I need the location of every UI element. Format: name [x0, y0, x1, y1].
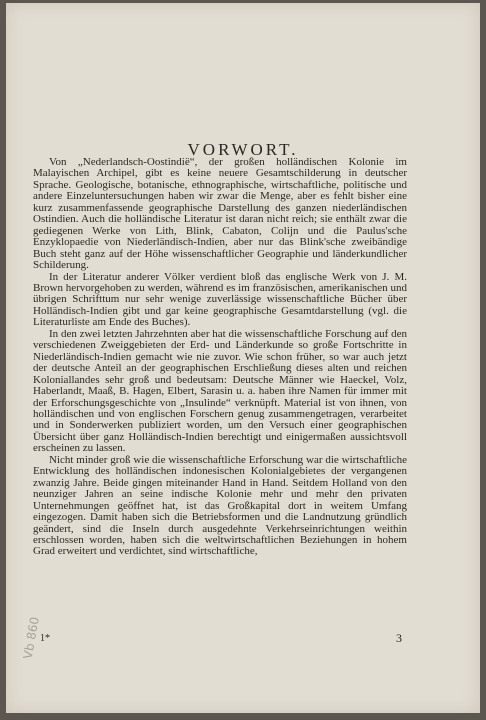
- paragraph-1: Von „Nederlandsch-Oostindië“, der großen holländischen Kolonie im Malayischen Archipel, gibt es keine neuere Gesamtschilderung in deutscher Sprache. Geologische, botanische, ethnographische, wirtschaftliche, politische und andere Einzeluntersuchungen haben wir zwar die Menge, aber es fehlt bisher eine kurz zusammenfassende geographische Darstellung des ganzen niederländischen Ostindien. Auch die holländische Literatur ist daran nicht reich; sie enthält zwar die gediegenen Werke von Lith, Blink, Cabaton, Colijn und die Paulus'sche Enzyklopaedie von Niederländisch-Indien, aber nur das Blink'sche zweibändige Buch steht ganz auf der Höhe wissenschaftlicher Geographie und länderkundlicher Schilderung.: [33, 156, 407, 272]
- pencil-annotation: Vb 860: [20, 615, 42, 661]
- paragraph-4: Nicht minder groß wie die wissenschaftliche Erforschung war die wirtschaftliche Entwicklung des holländischen indonesischen Kolonialgebietes der vergangenen zwanzig Jahre. Beide gingen miteinander Hand in Hand. Seitdem Holland von den neunziger Jahren an seine indische Kolonie mehr und mehr den privaten Unternehmungen geöffnet hat, ist das Großkapital dort in weitem Umfang eingezogen. Damit haben sich die Betriebsformen und die Landnutzung gründlich geändert, sind die Inseln durch ausgedehnte Verkehrseinrichtungen weithin erschlossen worden, haben sich die weltwirtschaftlichen Beziehungen in hohem Grad erweitert und verdichtet, sind wirtschaftliche,: [33, 453, 407, 558]
- book-page: [6, 3, 480, 713]
- preface-body: [33, 157, 407, 558]
- page-number: 3: [396, 631, 402, 645]
- signature-mark: 1*: [40, 633, 50, 644]
- paragraph-2: In der Literatur anderer Völker verdient bloß das englische Werk von J. M. Brown hervorgehoben zu werden, während es im französischen, amerikanischen und übrigen Schrifttum nur sehr wenige zuverlässige wissenschaftliche Bücher über Holländisch-Indien gibt und gar keine geographische Gesamtdarstellung (vgl. die Literaturliste am Ende des Buches).: [33, 270, 407, 329]
- page-title: VORWORT.: [187, 140, 299, 159]
- paragraph-3: In den zwei letzten Jahrzehnten aber hat die wissenschaftliche Forschung auf den verschiedenen Zweiggebieten der Erd- und Länderkunde so große Fortschritte in Niederländisch-Indien gemacht wie nie zuvor. Wie schon früher, so war auch jetzt der deutsche Anteil an der geographischen Erschließung dieses alten und reichen Koloniallandes sehr groß und bedeutsam: Deutsche Männer wie Haeckel, Volz, Haberlandt, Maaß, B. Hagen, Elbert, Sarasin u. a. haben ihre Namen für immer mit der Erforschungsgeschichte von „Insulinde“ verknüpft. Material ist von ihnen, von holländischen und von englischen Forschern genug zusammengetragen, verarbeitet und in Sonderwerken publiziert worden, um den Versuch einer geographischen Übersicht über ganz Holländisch-Indien berechtigt und einigermaßen aussichtsvoll erscheinen zu lassen.: [33, 327, 407, 455]
